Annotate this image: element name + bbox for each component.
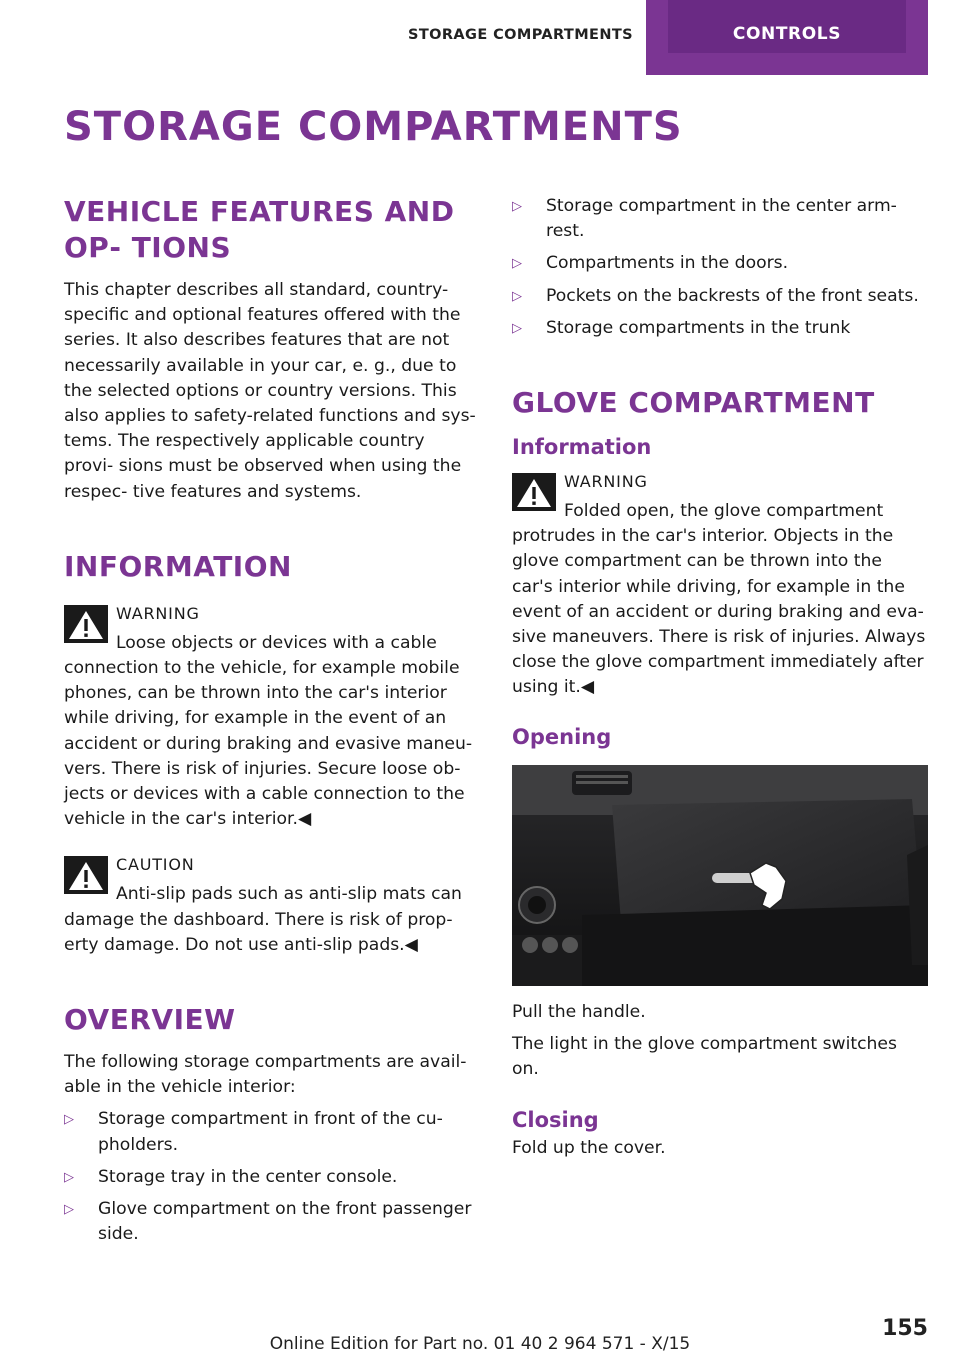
chapter-tab-label: CONTROLS <box>668 0 906 53</box>
glove-warning-body: Folded open, the glove compartment protrudes in the car's interior. Objects in the glove compartment can be thrown into the car's interior while driving, for example in the event of an accident or during braking and eva‐ sive maneuvers. There is risk of injuries. Always close the glove compartment immediately after using it.◀ <box>512 501 926 698</box>
warning-notice <box>64 603 478 833</box>
footer-edition: Online Edition for Part no. 01 40 2 964 571 - X/15 <box>269 1334 691 1354</box>
glove-compartment-heading: GLOVE COMPARTMENT <box>512 386 875 420</box>
bullet-triangle-icon: ▷ <box>64 1112 74 1128</box>
running-header-section: STORAGE COMPARTMENTS <box>408 27 634 43</box>
overview-list-part1 <box>64 1107 478 1247</box>
left-column <box>64 194 478 1291</box>
page-number: 155 <box>882 1316 928 1341</box>
list-item: ▷ Glove compartment on the front passenger side. <box>64 1199 472 1245</box>
vehicle-features-body: This chapter describes all standard, country-specific and optional features offered with the series. It also describes features that are not necessarily available in your car, e. g., due to the selected options or country versions. This also applies to safety-related functions and sys‐ tems. The respectively applicable country provi‐ sions must be observed when using the respec‐ tive features and systems. <box>64 280 476 502</box>
right-column <box>512 194 926 1168</box>
closing-heading: Closing <box>512 1108 599 1133</box>
warning-label: WARNING <box>116 603 200 623</box>
bullet-triangle-icon: ▷ <box>512 320 522 336</box>
bullet-triangle-icon: ▷ <box>512 256 522 272</box>
page-title: STORAGE COMPARTMENTS <box>64 104 683 150</box>
warning-body: Loose objects or devices with a cable connection to the vehicle, for example mobile phones, can be thrown into the car's interior while driving, for example in the event of an accident or during braking and evasive maneu‐ vers. There is risk of injuries. Secure loose ob‐ jects or devices with a cable connection to the vehicle in the car's interior.◀ <box>64 632 473 830</box>
glove-compartment-section <box>512 385 926 1161</box>
opening-heading: Opening <box>512 724 612 749</box>
list-item: ▷ Storage compartment in front of the cu‐ pholders. <box>64 1109 443 1155</box>
glove-warning-notice <box>512 471 926 701</box>
caution-label: CAUTION <box>116 855 195 875</box>
information-heading: INFORMATION <box>64 549 292 583</box>
caution-triangle-icon <box>64 856 108 894</box>
glove-warning-label: WARNING <box>564 472 648 492</box>
overview-list-part2 <box>512 194 926 341</box>
information-section <box>64 549 478 958</box>
glove-information-heading: Information <box>512 435 652 460</box>
warning-triangle-icon <box>512 473 556 511</box>
list-item: ▷ Storage compartments in the trunk <box>512 316 926 341</box>
bullet-triangle-icon: ▷ <box>64 1202 74 1218</box>
closing-step-1: Fold up the cover. <box>512 1138 666 1159</box>
vehicle-features-section <box>64 194 478 505</box>
overview-heading: OVERVIEW <box>64 1003 236 1037</box>
opening-step-2: The light in the glove compartment switches on. <box>512 1033 897 1080</box>
opening-step-1: Pull the handle. <box>512 1001 646 1022</box>
bullet-triangle-icon: ▷ <box>512 199 522 214</box>
list-item: ▷ Storage tray in the center console. <box>64 1165 478 1190</box>
list-item: ▷ Compartments in the doors. <box>512 251 926 276</box>
glove-compartment-photo <box>512 765 928 986</box>
warning-triangle-icon <box>64 605 108 643</box>
list-item: ▷ Pockets on the backrests of the front seats. <box>512 284 926 309</box>
list-item: ▷ Storage compartment in the center arm‐ rest. <box>512 196 897 242</box>
overview-section <box>64 1002 478 1247</box>
bullet-triangle-icon: ▷ <box>512 288 522 304</box>
vehicle-features-heading: VEHICLE FEATURES AND OP‐ TIONS <box>64 195 455 264</box>
chapter-tab <box>646 0 928 75</box>
caution-notice <box>64 854 478 958</box>
caution-body: Anti-slip pads such as anti-slip mats can damage the dashboard. There is risk of prop‐ erty damage. Do not use anti-slip pads.◀ <box>64 884 462 955</box>
overview-intro: The following storage compartments are avail‐ able in the vehicle interior: <box>64 1052 467 1098</box>
bullet-triangle-icon: ▷ <box>64 1169 74 1185</box>
